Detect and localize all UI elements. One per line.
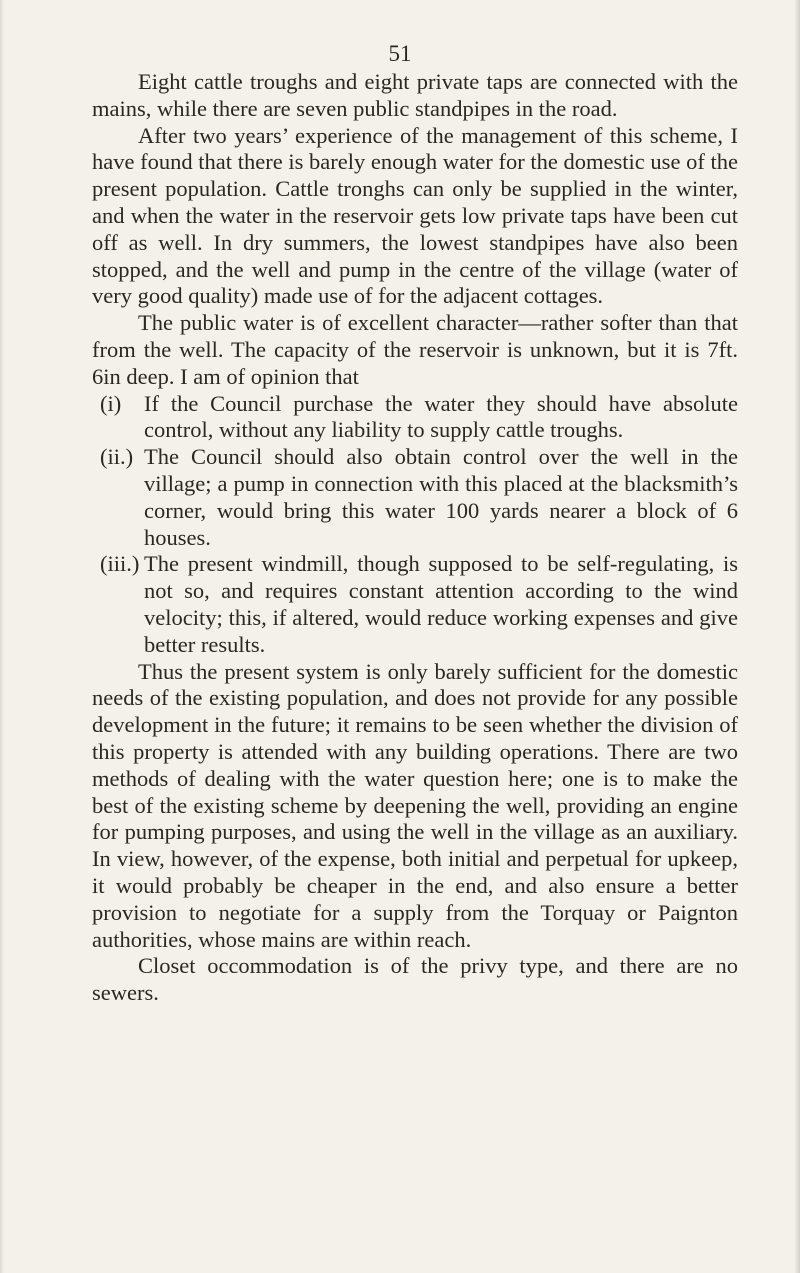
page-left-edge-shadow	[0, 0, 4, 1273]
list-item-windmill	[92, 551, 738, 658]
list-item-council-well-control	[92, 444, 738, 551]
page-number: 51	[388, 41, 412, 66]
paragraph-cattle-troughs: Eight cattle troughs and eight private taps are connected with the mains, while there are seven public standpipes in the road.	[92, 69, 738, 121]
list-marker: (iii.)	[100, 551, 140, 577]
paragraph-public-water: The public water is of excellent character—rather softer than that from the well. The capacity of the reservoir is unknown, but it is 7ft. 6in deep. I am of opinion that	[92, 310, 738, 389]
list-item-text: The Council should also obtain control over the well in the village; a pump in connection with this placed at the blacksmith’s corner, would bring this water 100 yards nearer a block of 6 houses.	[144, 444, 738, 550]
paragraph-management-experience: After two years’ experience of the management of this scheme, I have found that there is barely enough water for the domestic use of the present population. Cattle tronghs can only be supplied in the winter, and when the water in the reservoir gets low private taps have been cut off as well. In dry summers, the lowest standpipes have also been stopped, and the well and pump in the centre of the village (water of very good quality) made use of for the adjacent cottages.	[92, 122, 738, 309]
list-item-text: If the Council purchase the water they should have absolute control, without any liability to supply cattle troughs.	[144, 390, 738, 443]
paragraph-present-system: Thus the present system is only barely sufficient for the domestic needs of the existing population, and does not provide for any possible development in the future; it remains to be seen whether the division of this property is attended with any building operations. There are two methods of dealing with the water question here; one is to make the best of the existing scheme by deepening the well, providing an engine for pumping purposes, and using the well in the village as an auxiliary. In view, however, of the expense, both initial and perpetual for upkeep, it would probably be cheaper in the end, and also ensure a better provision to negotiate for a supply from the Torquay or Paignton authorities, whose mains are within reach.	[92, 658, 738, 952]
paragraph-closet-accommodation: Closet occommodation is of the privy type, and there are no sewers.	[92, 953, 738, 1006]
body-text	[92, 69, 738, 1007]
page-right-edge-shadow	[794, 0, 800, 1273]
list-marker: (i)	[100, 390, 122, 416]
list-item-text: The present windmill, though supposed to be self-regulating, is not so, and requires constant attention according to the wind velocity; this, if altered, would reduce working expenses and give better results.	[144, 551, 738, 657]
list-marker: (ii.)	[100, 444, 134, 470]
list-item-council-purchase	[92, 391, 738, 445]
